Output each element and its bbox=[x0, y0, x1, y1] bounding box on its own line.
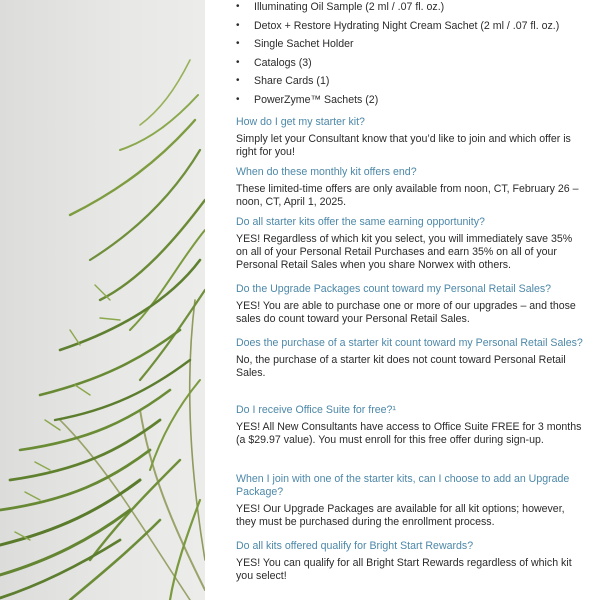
faq-answer: YES! You can qualify for all Bright Start Rewards regardless of which kit you select! bbox=[236, 557, 572, 582]
palm-leaves-illustration bbox=[0, 0, 205, 600]
faq-item bbox=[236, 404, 586, 447]
faq-item bbox=[236, 283, 586, 326]
list-item bbox=[236, 17, 559, 36]
list-item-text: PowerZyme™ Sachets (2) bbox=[254, 93, 379, 106]
starter-kit-item-list bbox=[236, 0, 559, 110]
list-item bbox=[236, 0, 559, 17]
faq-question: Do all kits offered qualify for Bright Start Rewards? bbox=[236, 540, 474, 552]
bullet: • bbox=[236, 1, 240, 12]
faq-item bbox=[236, 473, 586, 529]
faq-answer: These limited-time offers are only available from noon, CT, February 26 – noon, CT, April 1, 2025. bbox=[236, 183, 579, 208]
bullet: • bbox=[236, 19, 240, 31]
list-item bbox=[236, 72, 559, 91]
faq-item bbox=[236, 337, 586, 380]
faq-answer: YES! You are able to purchase one or more of our upgrades – and those sales do count toward your Personal Retail Sales. bbox=[236, 300, 576, 325]
faq-answer: No, the purchase of a starter kit does not count toward Personal Retail Sales. bbox=[236, 354, 566, 379]
bullet: • bbox=[236, 38, 240, 50]
faq-answer: YES! Our Upgrade Packages are available for all kit options; however, they must be purchased during the enrollment process. bbox=[236, 503, 565, 528]
bullet: • bbox=[236, 93, 240, 105]
faq-question: Do the Upgrade Packages count toward my Personal Retail Sales? bbox=[236, 283, 552, 295]
plant-photo bbox=[0, 0, 205, 600]
faq-question: How do I get my starter kit? bbox=[236, 116, 365, 128]
list-item-text: Single Sachet Holder bbox=[254, 38, 354, 51]
bullet: • bbox=[236, 56, 240, 68]
faq-question: Do all starter kits offer the same earning opportunity? bbox=[236, 216, 485, 228]
faq-question: Do I receive Office Suite for free?¹ bbox=[236, 404, 396, 416]
list-item bbox=[236, 54, 559, 73]
faq-answer: YES! All New Consultants have access to Office Suite FREE for 3 months (a $29.97 value). You must enroll for this free offer during sign-up. bbox=[236, 421, 582, 446]
faq-answer: YES! Regardless of which kit you select, you will immediately save 35% on all of your Personal Retail Purchases and earn 35% on all of your Personal Retail Sales when you share Norwex with others. bbox=[236, 233, 573, 271]
faq-item bbox=[236, 116, 586, 159]
bullet: • bbox=[236, 75, 240, 87]
faq-question: When I join with one of the starter kits, can I choose to add an Upgrade Package? bbox=[236, 473, 570, 498]
list-item bbox=[236, 35, 559, 54]
faq-question: When do these monthly kit offers end? bbox=[236, 166, 417, 178]
list-item-text: Illuminating Oil Sample (2 ml / .07 fl. oz.) bbox=[254, 1, 445, 13]
faq-item bbox=[236, 166, 586, 209]
list-item-text: Detox + Restore Hydrating Night Cream Sachet (2 ml / .07 fl. oz.) bbox=[254, 19, 560, 32]
list-item-text: Catalogs (3) bbox=[254, 56, 312, 69]
list-item bbox=[236, 91, 559, 110]
faq-answer: Simply let your Consultant know that you’d like to join and which offer is right for you! bbox=[236, 133, 571, 158]
faq-item bbox=[236, 540, 586, 583]
faq-question: Does the purchase of a starter kit count toward my Personal Retail Sales? bbox=[236, 337, 583, 349]
list-item-text: Share Cards (1) bbox=[254, 75, 330, 88]
faq-item bbox=[236, 216, 586, 272]
